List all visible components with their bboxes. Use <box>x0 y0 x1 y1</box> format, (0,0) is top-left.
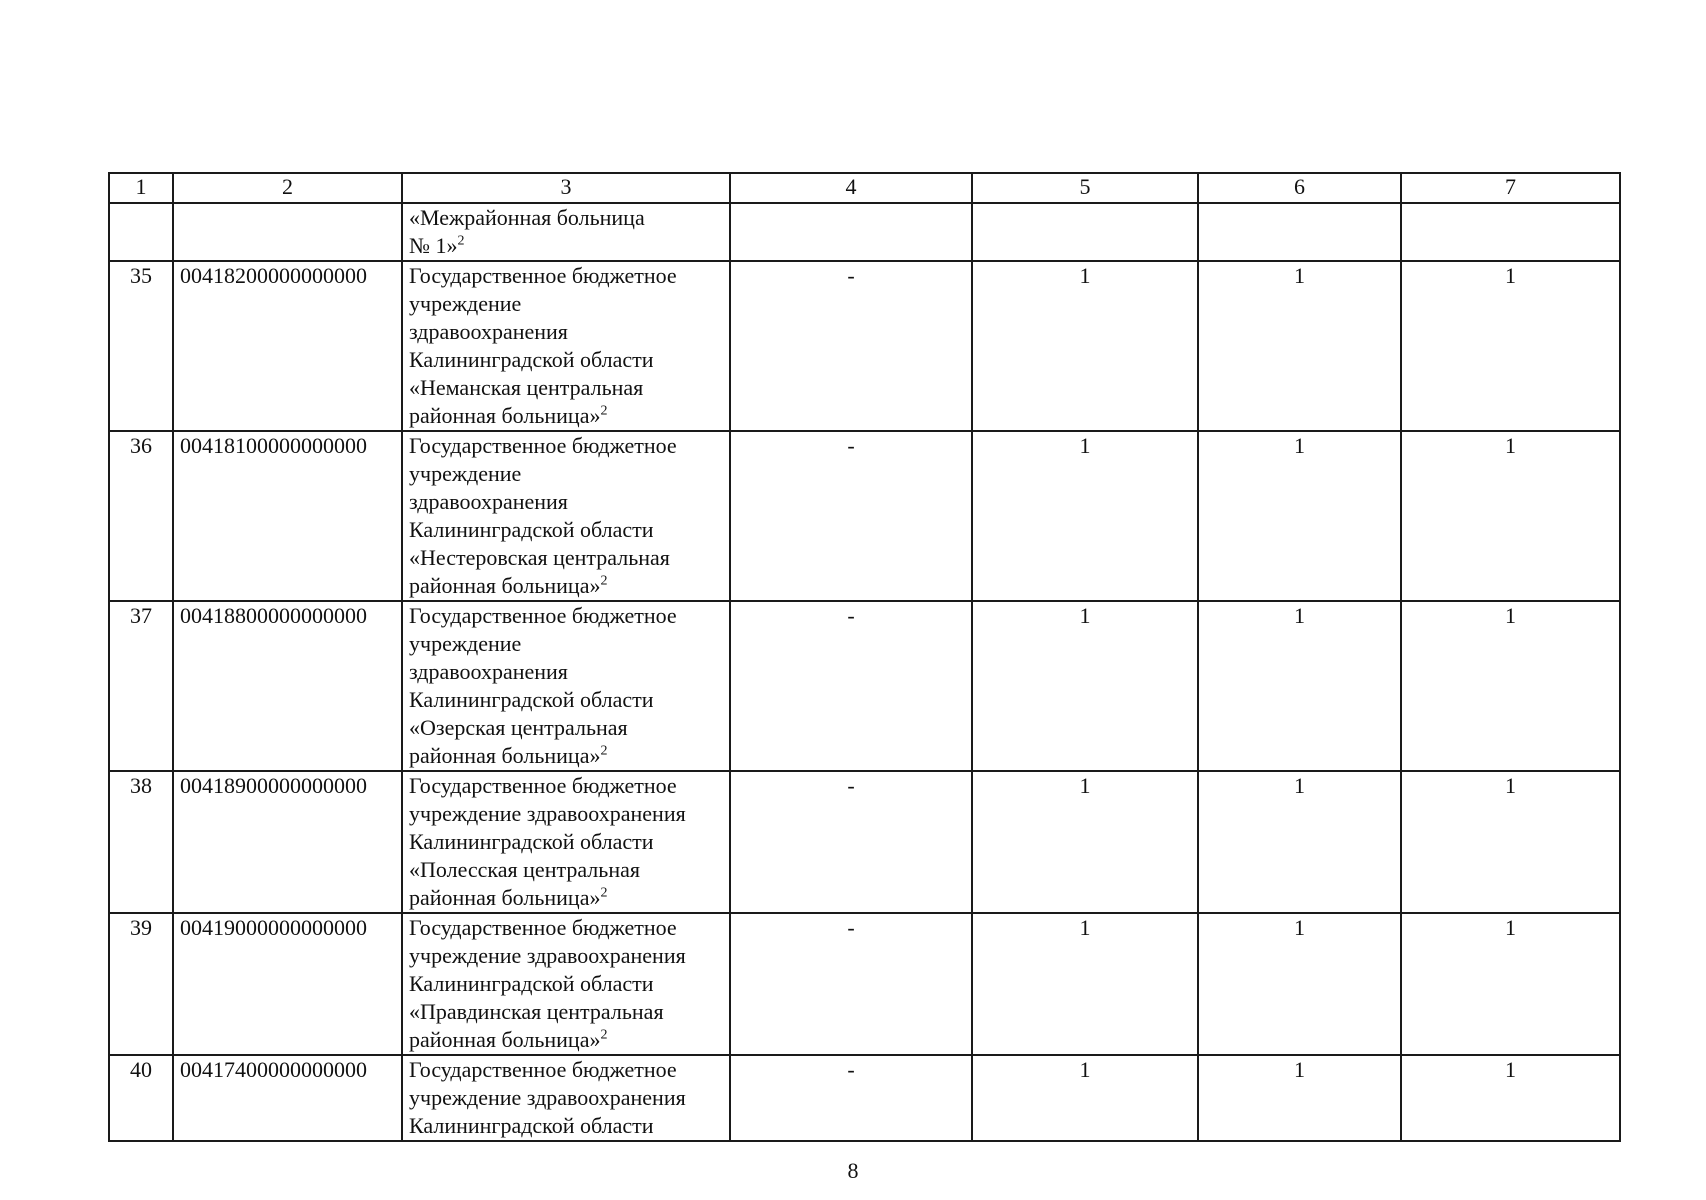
row-code-cell <box>173 203 402 261</box>
organization-name-line <box>409 856 723 884</box>
organization-name-line <box>409 630 723 658</box>
row-code-cell: 00418800000000000 <box>173 601 402 771</box>
column-header-5: 5 <box>972 173 1198 203</box>
organization-name-line <box>409 544 723 572</box>
organization-name-line <box>409 402 723 430</box>
row-number-cell <box>109 203 173 261</box>
organization-name-line <box>409 1026 723 1054</box>
organization-name-cell <box>402 771 730 913</box>
organization-name-text: Государственное бюджетное <box>409 263 677 288</box>
organization-name-text: районная больница» <box>409 885 601 910</box>
organization-name-text: районная больница» <box>409 1027 601 1052</box>
column-7-cell: 1 <box>1401 431 1620 601</box>
row-number-cell: 35 <box>109 261 173 431</box>
organization-name-line <box>409 742 723 770</box>
organization-name-line <box>409 914 723 942</box>
column-6-cell <box>1198 203 1401 261</box>
organization-name-line <box>409 658 723 686</box>
organization-name-text: учреждение здравоохранения <box>409 801 686 826</box>
organization-name-text: № 1» <box>409 233 458 258</box>
column-header-1: 1 <box>109 173 173 203</box>
organization-name-text: «Полесская центральная <box>409 857 640 882</box>
table-row <box>109 1055 1620 1141</box>
organization-name-text: районная больница» <box>409 403 601 428</box>
organization-name-text: «Неманская центральная <box>409 375 644 400</box>
column-4-cell: - <box>730 913 972 1055</box>
footnote-marker: 2 <box>600 743 608 759</box>
column-4-cell: - <box>730 601 972 771</box>
column-4-cell: - <box>730 1055 972 1141</box>
footnote-marker: 2 <box>600 885 608 901</box>
organization-name-line <box>409 772 723 800</box>
table-row <box>109 431 1620 601</box>
organization-name-text: районная больница» <box>409 573 601 598</box>
organization-name-text: Государственное бюджетное <box>409 915 677 940</box>
organization-name-text: Государственное бюджетное <box>409 433 677 458</box>
column-5-cell <box>972 203 1198 261</box>
column-6-cell: 1 <box>1198 261 1401 431</box>
organization-name-line <box>409 318 723 346</box>
column-5-cell: 1 <box>972 1055 1198 1141</box>
column-header-row <box>109 173 1620 203</box>
organization-name-text: Калининградской области <box>409 1113 654 1138</box>
organization-name-line <box>409 998 723 1026</box>
column-6-cell: 1 <box>1198 913 1401 1055</box>
column-header-7: 7 <box>1401 173 1620 203</box>
table-row <box>109 261 1620 431</box>
organization-name-line <box>409 262 723 290</box>
row-number-cell: 39 <box>109 913 173 1055</box>
organization-name-line <box>409 602 723 630</box>
organization-name-line <box>409 232 723 260</box>
organization-name-line <box>409 572 723 600</box>
organization-name-cell <box>402 261 730 431</box>
row-code-cell: 00418200000000000 <box>173 261 402 431</box>
organization-name-line <box>409 942 723 970</box>
organization-name-line <box>409 800 723 828</box>
column-4-cell: - <box>730 261 972 431</box>
organization-name-line <box>409 432 723 460</box>
organization-name-text: учреждение <box>409 461 522 486</box>
footnote-marker: 2 <box>600 403 608 419</box>
organization-name-text: Калининградской области <box>409 347 654 372</box>
organization-name-text: «Озерская центральная <box>409 715 628 740</box>
organization-name-text: Государственное бюджетное <box>409 773 677 798</box>
organization-name-text: учреждение <box>409 631 522 656</box>
organization-name-line <box>409 970 723 998</box>
column-header-3: 3 <box>402 173 730 203</box>
organization-name-cell <box>402 601 730 771</box>
footnote-marker: 2 <box>600 573 608 589</box>
organization-name-cell <box>402 203 730 261</box>
column-5-cell: 1 <box>972 261 1198 431</box>
column-7-cell <box>1401 203 1620 261</box>
organization-name-line <box>409 374 723 402</box>
organization-name-line <box>409 1084 723 1112</box>
organization-name-cell <box>402 431 730 601</box>
organization-name-text: учреждение <box>409 291 522 316</box>
organization-name-line <box>409 346 723 374</box>
column-6-cell: 1 <box>1198 771 1401 913</box>
organization-name-text: здравоохранения <box>409 659 568 684</box>
organization-name-text: «Нестеровская центральная <box>409 545 670 570</box>
organization-name-cell <box>402 913 730 1055</box>
organization-name-text: здравоохранения <box>409 489 568 514</box>
row-number-cell: 38 <box>109 771 173 913</box>
column-7-cell: 1 <box>1401 913 1620 1055</box>
organization-name-text: Калининградской области <box>409 971 654 996</box>
column-6-cell: 1 <box>1198 431 1401 601</box>
column-header-2: 2 <box>173 173 402 203</box>
organization-name-line <box>409 516 723 544</box>
table-row <box>109 913 1620 1055</box>
organization-name-text: районная больница» <box>409 743 601 768</box>
row-code-cell: 00419000000000000 <box>173 913 402 1055</box>
organization-name-text: учреждение здравоохранения <box>409 1085 686 1110</box>
column-5-cell: 1 <box>972 601 1198 771</box>
column-header-4: 4 <box>730 173 972 203</box>
column-6-cell: 1 <box>1198 601 1401 771</box>
organization-name-line <box>409 884 723 912</box>
organization-name-cell <box>402 1055 730 1141</box>
organization-name-text: Калининградской области <box>409 687 654 712</box>
data-table <box>108 172 1621 1142</box>
column-4-cell: - <box>730 771 972 913</box>
column-4-cell: - <box>730 431 972 601</box>
organization-name-line <box>409 488 723 516</box>
column-header-6: 6 <box>1198 173 1401 203</box>
organization-name-text: Калининградской области <box>409 829 654 854</box>
column-7-cell: 1 <box>1401 1055 1620 1141</box>
organization-name-line <box>409 290 723 318</box>
organization-name-text: «Межрайонная больница <box>409 205 645 230</box>
organization-name-line <box>409 828 723 856</box>
organization-name-line <box>409 204 723 232</box>
footnote-marker: 2 <box>600 1027 608 1043</box>
column-7-cell: 1 <box>1401 601 1620 771</box>
organization-name-text: Калининградской области <box>409 517 654 542</box>
organization-name-text: «Правдинская центральная <box>409 999 664 1024</box>
organization-name-text: здравоохранения <box>409 319 568 344</box>
row-number-cell: 40 <box>109 1055 173 1141</box>
table-row-continuation <box>109 203 1620 261</box>
organization-name-line <box>409 460 723 488</box>
page-number: 8 <box>847 1158 859 1183</box>
organization-name-line <box>409 714 723 742</box>
row-code-cell: 00418100000000000 <box>173 431 402 601</box>
column-5-cell: 1 <box>972 431 1198 601</box>
column-5-cell: 1 <box>972 771 1198 913</box>
organization-name-text: Государственное бюджетное <box>409 603 677 628</box>
column-7-cell: 1 <box>1401 771 1620 913</box>
table-row <box>109 771 1620 913</box>
organization-name-line <box>409 686 723 714</box>
column-5-cell: 1 <box>972 913 1198 1055</box>
column-6-cell: 1 <box>1198 1055 1401 1141</box>
organization-name-line <box>409 1112 723 1140</box>
footnote-marker: 2 <box>457 233 465 249</box>
row-code-cell: 00418900000000000 <box>173 771 402 913</box>
column-7-cell: 1 <box>1401 261 1620 431</box>
organization-name-line <box>409 1056 723 1084</box>
table-row <box>109 601 1620 771</box>
row-number-cell: 37 <box>109 601 173 771</box>
organization-name-text: Государственное бюджетное <box>409 1057 677 1082</box>
row-code-cell: 00417400000000000 <box>173 1055 402 1141</box>
organization-name-text: учреждение здравоохранения <box>409 943 686 968</box>
column-4-cell <box>730 203 972 261</box>
row-number-cell: 36 <box>109 431 173 601</box>
